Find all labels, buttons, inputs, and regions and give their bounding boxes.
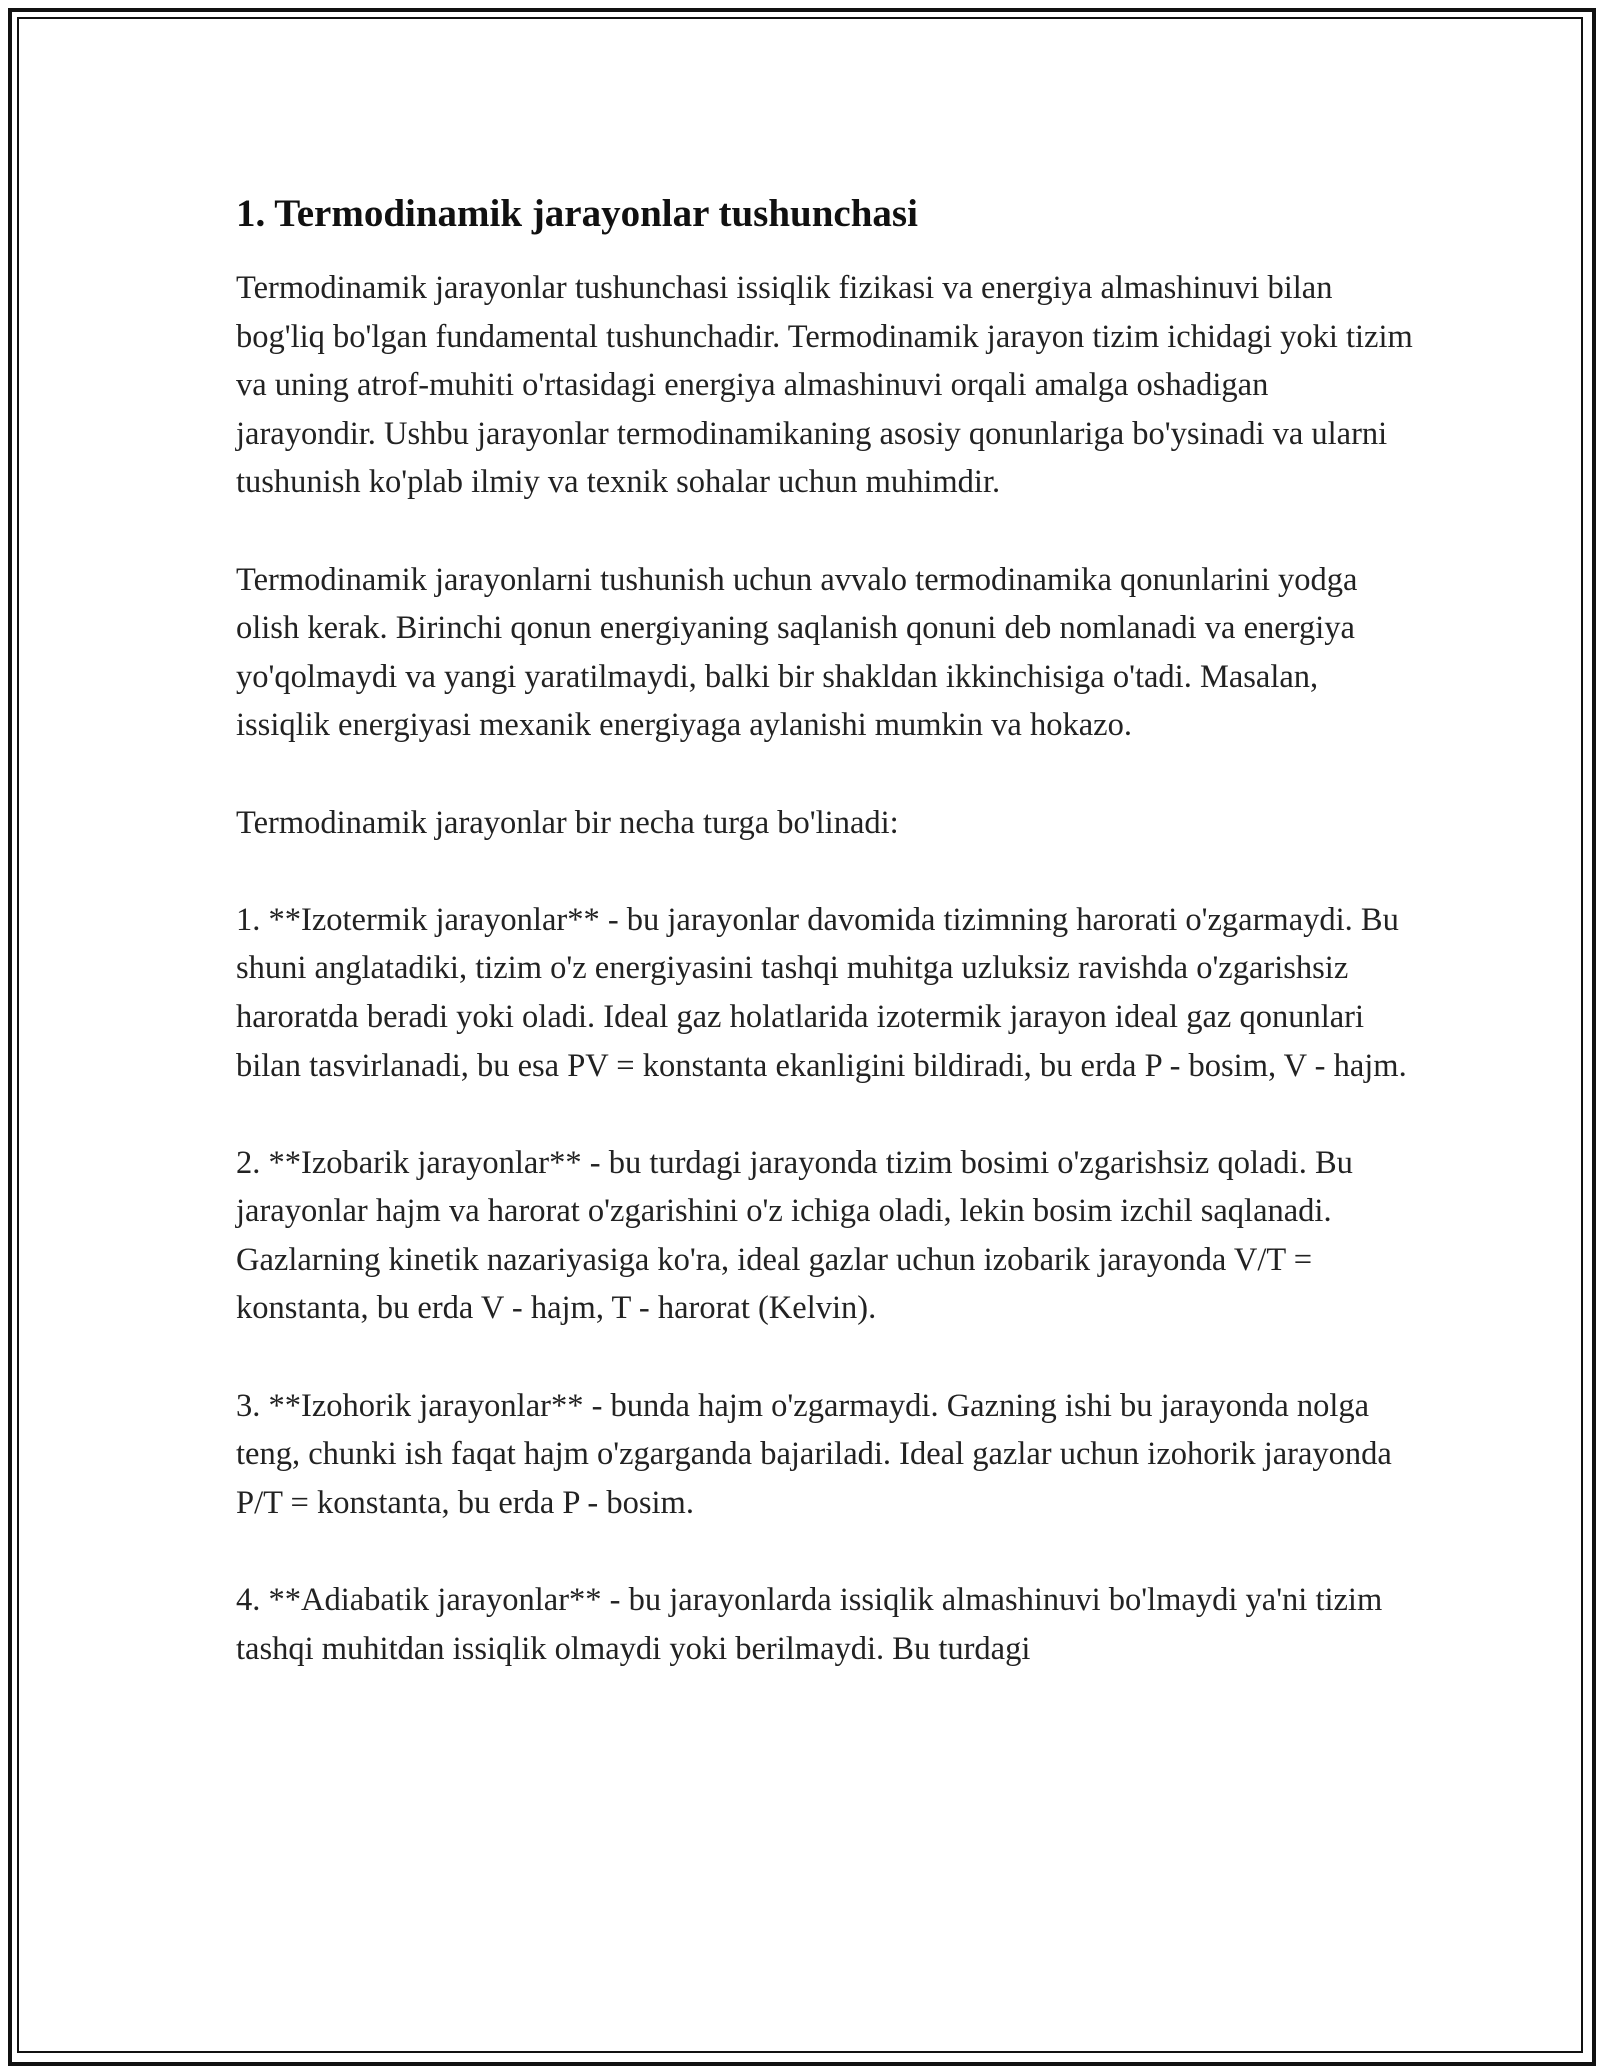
list-item-isothermal: 1. **Izotermik jarayonlar** - bu jarayonlar davomida tizimning harorati o'zgarmaydi. Bu shuni anglatadiki, tizim o'z energiyasini tashqi muhitga uzluksiz ravishda o'zgarishsiz haroratda beradi yoki oladi. Ideal gaz holatlarida izotermik jarayon ideal gaz qonunlari bilan tasvirlanadi, bu esa PV = konstanta ekanligini bildiradi, bu erda P - bosim, V - hajm. — [236, 901, 1407, 1084]
paragraph-intro: Termodinamik jarayonlar tushunchasi issiqlik fizikasi va energiya almashinuvi bilan bog'liq bo'lgan fundamental tushunchadir. Termodinamik jarayon tizim ichidagi yoki tizim va uning atrof-muhiti o'rtasidagi energiya almashinuvi orqali amalga oshadigan jarayondir. Ushbu jarayonlar termodinamikaning asosiy qonunlariga bo'ysinadi va ularni tushunish ko'plab ilmiy va texnik sohalar uchun muhimdir. — [236, 270, 1413, 501]
section-title: 1. Termodinamik jarayonlar tushunchasi — [236, 192, 918, 235]
list-item-isochoric: 3. **Izohorik jarayonlar** - bunda hajm o'zgarmaydi. Gazning ishi bu jarayonda nolga teng, chunki ish faqat hajm o'zgarganda bajariladi. Ideal gazlar uchun izohorik jarayonda P/T = konstanta, bu erda P - bosim. — [236, 1387, 1392, 1521]
paragraph-types-intro: Termodinamik jarayonlar bir necha turga bo'linadi: — [236, 804, 899, 841]
paragraph-laws: Termodinamik jarayonlarni tushunish uchun avvalo termodinamika qonunlarini yodga olish kerak. Birinchi qonun energiyaning saqlanish qonuni deb nomlanadi va energiya yo'qolmaydi va yangi yaratilmaydi, balki bir shakldan ikkinchisiga o'tadi. Masalan, issiqlik energiyasi mexanik energiyaga aylanishi mumkin va hokazo. — [236, 561, 1358, 744]
list-item-isobaric: 2. **Izobarik jarayonlar** - bu turdagi jarayonda tizim bosimi o'zgarishsiz qoladi. Bu jarayonlar hajm va harorat o'zgarishini o'z ichiga oladi, lekin bosim izchil saqlanadi. Gazlarning kinetik nazariyasiga ko'ra, ideal gazlar uchun izobarik jarayonda V/T = konstanta, bu erda V - hajm, T - harorat (Kelvin). — [236, 1144, 1353, 1327]
list-item-adiabatic: 4. **Adiabatik jarayonlar** - bu jarayonlarda issiqlik almashinuvi bo'lmaydi ya'ni tizim tashqi muhitdan issiqlik olmaydi yoki berilmaydi. Bu turdagi — [236, 1582, 1383, 1667]
document-body — [236, 190, 1416, 1673]
